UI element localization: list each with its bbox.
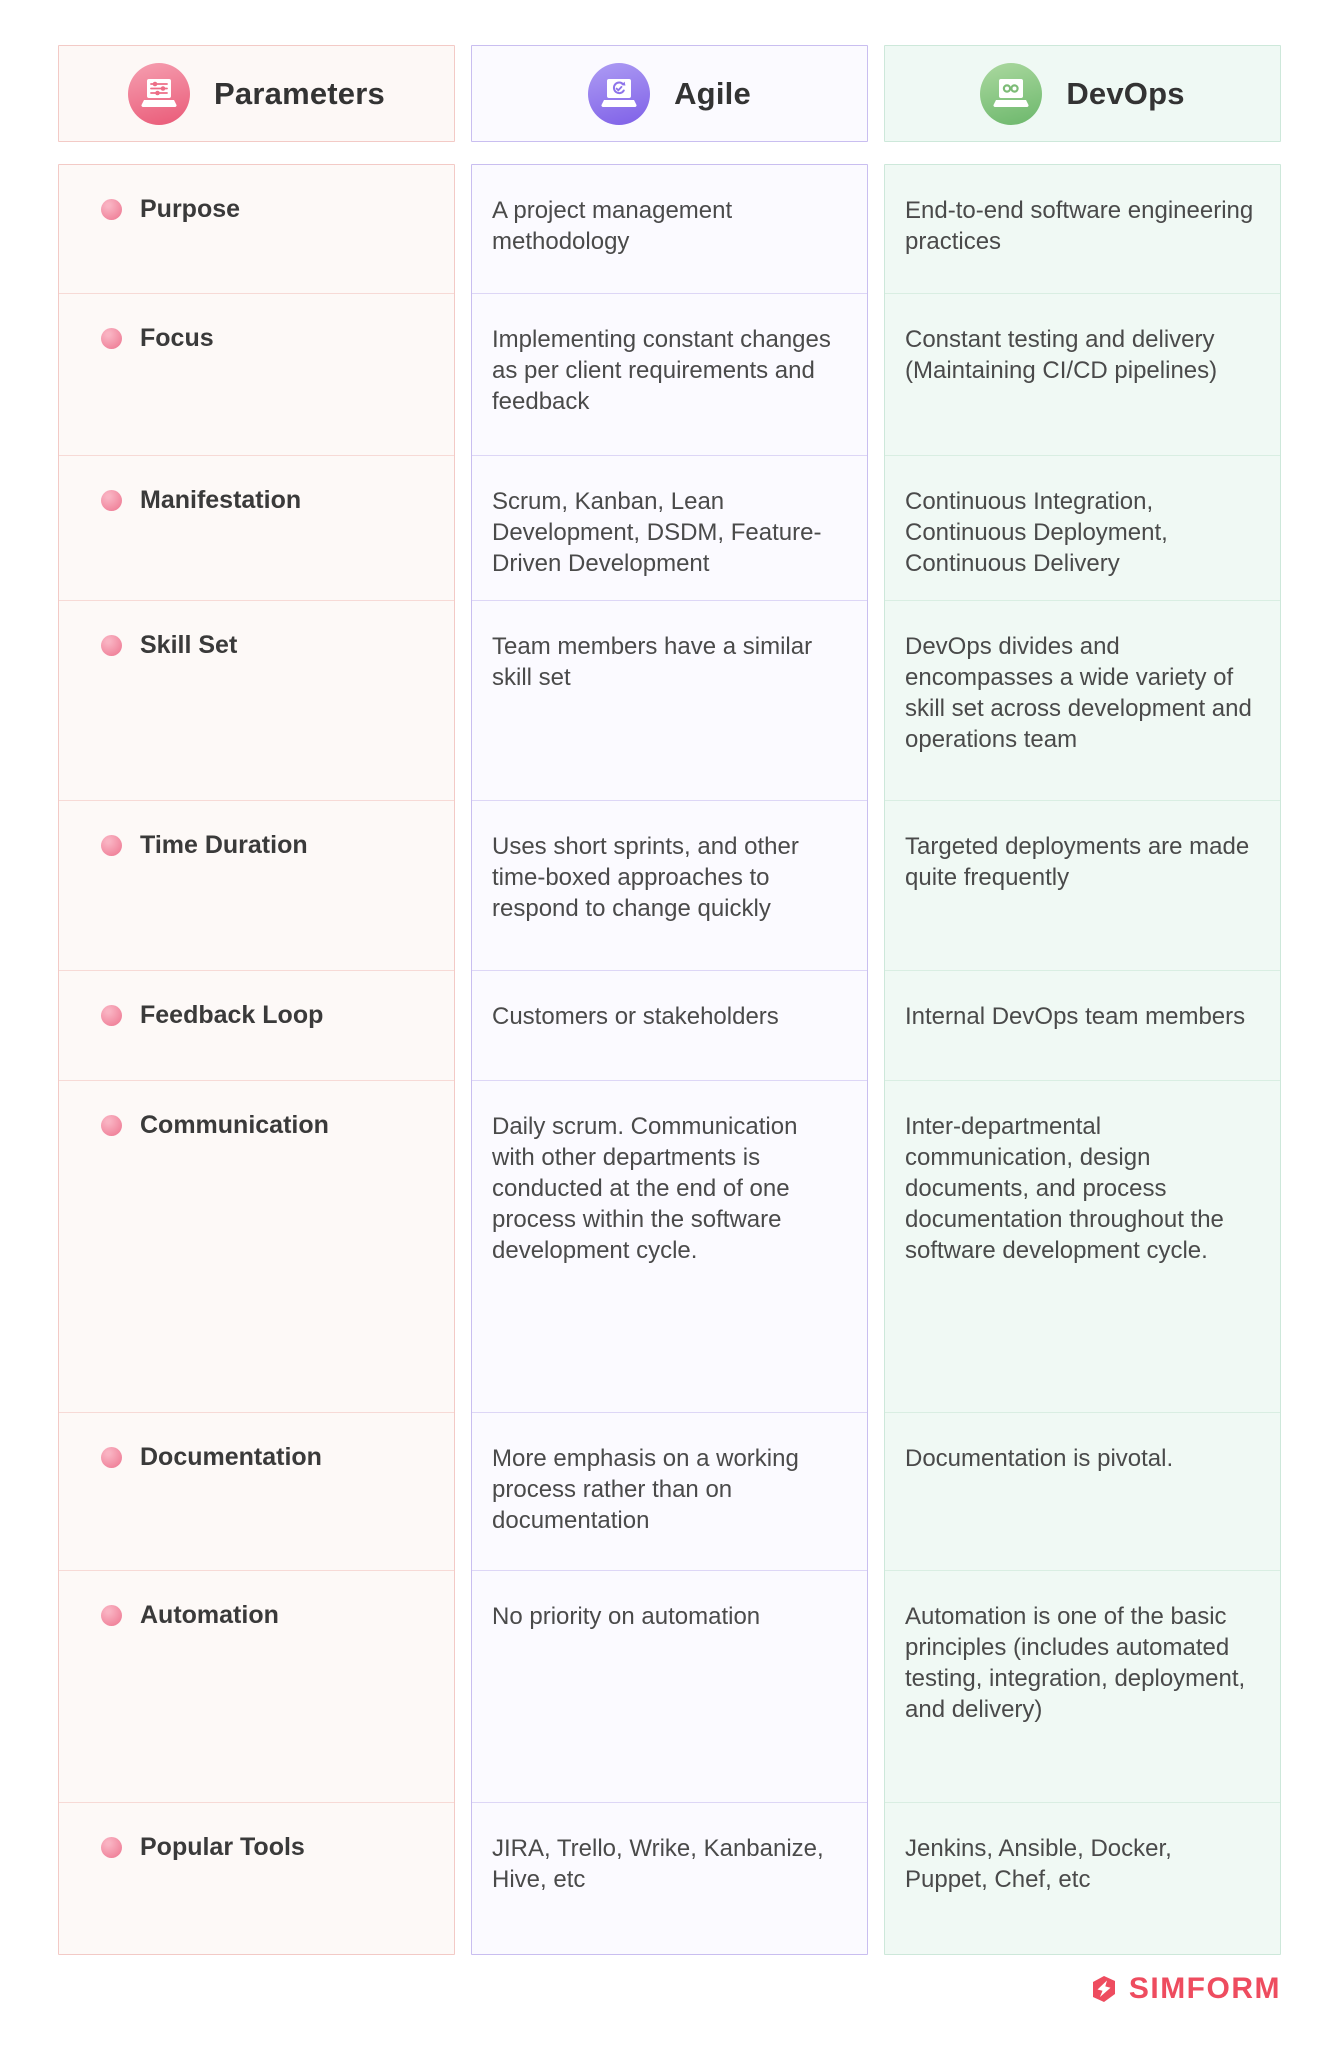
parameter-row-documentation <box>59 1412 454 1570</box>
bullet-icon <box>101 1115 122 1136</box>
laptop-sync-icon <box>588 63 650 125</box>
agile-cell-skill-set: Team members have a similar skill set <box>472 600 867 800</box>
header-devops <box>884 45 1281 142</box>
agile-cell-feedback-loop: Customers or stakeholders <box>472 970 867 1080</box>
parameter-label: Feedback Loop <box>140 1001 324 1029</box>
bullet-icon <box>101 1605 122 1626</box>
devops-cell-time-duration: Targeted deployments are made quite frequently <box>885 800 1280 970</box>
column-devops <box>884 164 1281 1955</box>
bullet-icon <box>101 1447 122 1468</box>
bullet-icon <box>101 635 122 656</box>
parameter-row-purpose <box>59 165 454 293</box>
agile-cell-focus: Implementing constant changes as per client requirements and feedback <box>472 293 867 455</box>
devops-cell-documentation: Documentation is pivotal. <box>885 1412 1280 1570</box>
parameter-row-manifestation <box>59 455 454 600</box>
parameter-label: Skill Set <box>140 631 238 659</box>
agile-cell-time-duration: Uses short sprints, and other time-boxed approaches to respond to change quickly <box>472 800 867 970</box>
agile-cell-purpose: A project management methodology <box>492 197 733 255</box>
agile-cell-manifestation: Scrum, Kanban, Lean Development, DSDM, Feature-Driven Development <box>472 455 867 600</box>
devops-cell-purpose: End-to-end software engineering practices <box>905 197 1254 255</box>
bullet-icon <box>101 1005 122 1026</box>
brand-footer <box>1087 1972 1281 2006</box>
brand-wordmark: SIMFORM <box>1128 1972 1281 2005</box>
parameter-label: Popular Tools <box>140 1833 305 1861</box>
header-parameters <box>58 45 455 142</box>
bullet-icon <box>101 328 122 349</box>
parameter-row-automation <box>59 1570 454 1802</box>
comparison-table <box>58 45 1281 1955</box>
parameter-label: Communication <box>140 1111 329 1139</box>
parameter-row-feedback-loop <box>59 970 454 1080</box>
bullet-icon <box>101 490 122 511</box>
parameter-label: Focus <box>140 324 214 352</box>
parameter-row-focus <box>59 293 454 455</box>
header-devops-label: DevOps <box>1066 75 1185 111</box>
header-agile <box>471 45 868 142</box>
parameter-row-communication <box>59 1080 454 1412</box>
parameter-label: Manifestation <box>140 486 302 514</box>
laptop-infinity-icon <box>980 63 1042 125</box>
column-agile <box>471 164 868 1955</box>
agile-cell-communication: Daily scrum. Communication with other departments is conducted at the end of one process within the software development cycle. <box>472 1080 867 1412</box>
bullet-icon <box>101 199 122 220</box>
devops-cell-automation: Automation is one of the basic principles (includes automated testing, integration, deployment, and delivery) <box>885 1570 1280 1802</box>
table-header-row <box>58 45 1281 142</box>
agile-cell-automation: No priority on automation <box>472 1570 867 1802</box>
bullet-icon <box>101 1837 122 1858</box>
parameter-label: Documentation <box>140 1443 322 1471</box>
parameter-label: Time Duration <box>140 831 308 859</box>
devops-cell-popular-tools: Jenkins, Ansible, Docker, Puppet, Chef, etc <box>885 1802 1280 1954</box>
devops-cell-skill-set: DevOps divides and encompasses a wide variety of skill set across development and operations team <box>885 600 1280 800</box>
parameter-label: Automation <box>140 1601 279 1629</box>
header-agile-label: Agile <box>674 75 751 111</box>
devops-cell-manifestation: Continuous Integration, Continuous Deployment, Continuous Delivery <box>885 455 1280 600</box>
laptop-sliders-icon <box>128 63 190 125</box>
table-body <box>58 164 1281 1955</box>
agile-cell-popular-tools: JIRA, Trello, Wrike, Kanbanize, Hive, etc <box>472 1802 867 1954</box>
column-parameters <box>58 164 455 1955</box>
devops-cell-feedback-loop: Internal DevOps team members <box>885 970 1280 1080</box>
simform-logo-icon <box>1087 1972 1121 2006</box>
parameter-row-skill-set <box>59 600 454 800</box>
bullet-icon <box>101 835 122 856</box>
parameter-row-time-duration <box>59 800 454 970</box>
agile-cell-documentation: More emphasis on a working process rather than on documentation <box>472 1412 867 1570</box>
header-parameters-label: Parameters <box>214 75 385 111</box>
parameter-label: Purpose <box>140 195 241 223</box>
devops-cell-focus: Constant testing and delivery (Maintaining CI/CD pipelines) <box>885 293 1280 455</box>
parameter-row-popular-tools <box>59 1802 454 1954</box>
devops-cell-communication: Inter-departmental communication, design documents, and process documentation throughout the software development cycle. <box>885 1080 1280 1412</box>
